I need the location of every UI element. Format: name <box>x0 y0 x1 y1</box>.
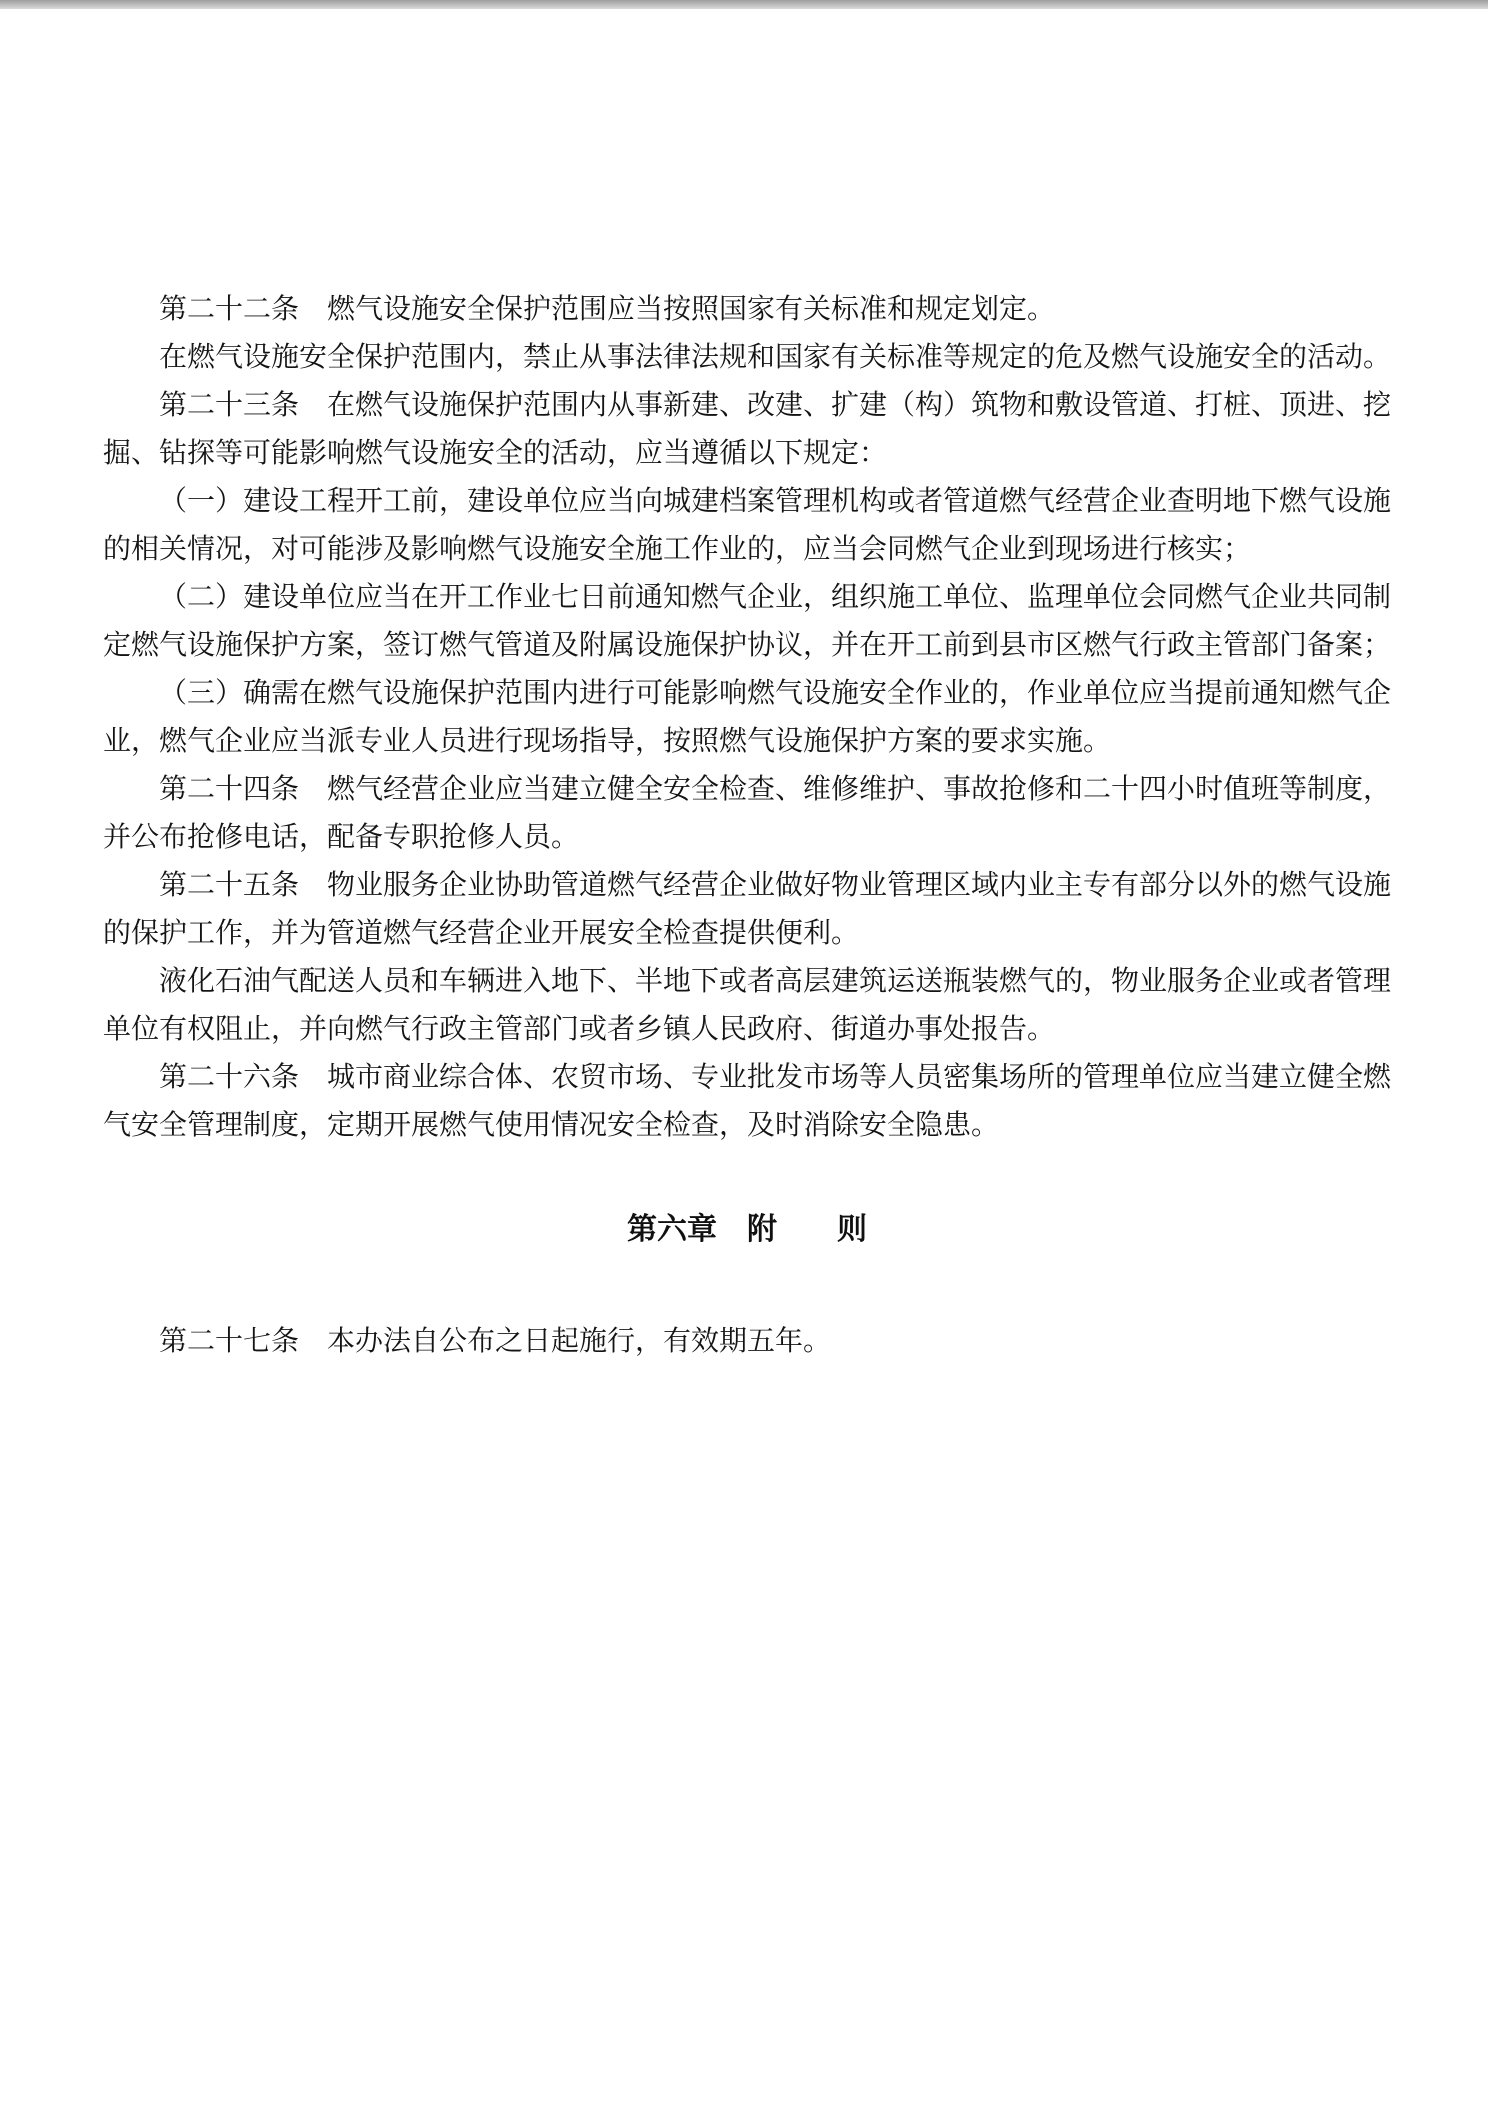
paragraph-article-23-item-2: （二）建设单位应当在开工作业七日前通知燃气企业，组织施工单位、监理单位会同燃气企业共同制定燃气设施保护方案，签订燃气管道及附属设施保护协议，并在开工前到县市区燃气行政主管部门备案； <box>103 582 1392 661</box>
paragraph-article-26: 第二十六条 城市商业综合体、农贸市场、专业批发市场等人员密集场所的管理单位应当建立健全燃气安全管理制度，定期开展燃气使用情况安全检查，及时消除安全隐患。 <box>103 1062 1392 1141</box>
paragraph-article-22-continuation: 在燃气设施安全保护范围内，禁止从事法律法规和国家有关标准等规定的危及燃气设施安全的活动。 <box>159 342 1392 373</box>
paragraph-article-24: 第二十四条 燃气经营企业应当建立健全安全检查、维修维护、事故抢修和二十四小时值班等制度，并公布抢修电话，配备专职抢修人员。 <box>103 774 1392 853</box>
paragraph-article-25-continuation: 液化石油气配送人员和车辆进入地下、半地下或者高层建筑运送瓶装燃气的，物业服务企业或者管理单位有权阻止，并向燃气行政主管部门或者乡镇人民政府、街道办事处报告。 <box>103 966 1392 1045</box>
paragraph-article-23: 第二十三条 在燃气设施保护范围内从事新建、改建、扩建（构）筑物和敷设管道、打桩、顶进、挖掘、钻探等可能影响燃气设施安全的活动，应当遵循以下规定： <box>103 390 1392 469</box>
paragraph-article-23-item-1: （一）建设工程开工前，建设单位应当向城建档案管理机构或者管道燃气经营企业查明地下燃气设施的相关情况，对可能涉及影响燃气设施安全施工作业的，应当会同燃气企业到现场进行核实； <box>103 486 1392 565</box>
chapter-heading: 第六章 附 则 <box>627 1213 867 1246</box>
paragraph-article-22: 第二十二条 燃气设施安全保护范围应当按照国家有关标准和规定划定。 <box>159 294 1056 325</box>
scan-edge-top <box>0 0 1488 9</box>
paragraph-article-23-item-3: （三）确需在燃气设施保护范围内进行可能影响燃气设施安全作业的，作业单位应当提前通知燃气企业，燃气企业应当派专业人员进行现场指导，按照燃气设施保护方案的要求实施。 <box>103 678 1392 757</box>
paragraph-article-25: 第二十五条 物业服务企业协助管道燃气经营企业做好物业管理区域内业主专有部分以外的燃气设施的保护工作，并为管道燃气经营企业开展安全检查提供便利。 <box>103 870 1392 949</box>
document-text-block <box>103 286 1391 1366</box>
paragraph-article-27: 第二十七条 本办法自公布之日起施行，有效期五年。 <box>159 1326 832 1357</box>
